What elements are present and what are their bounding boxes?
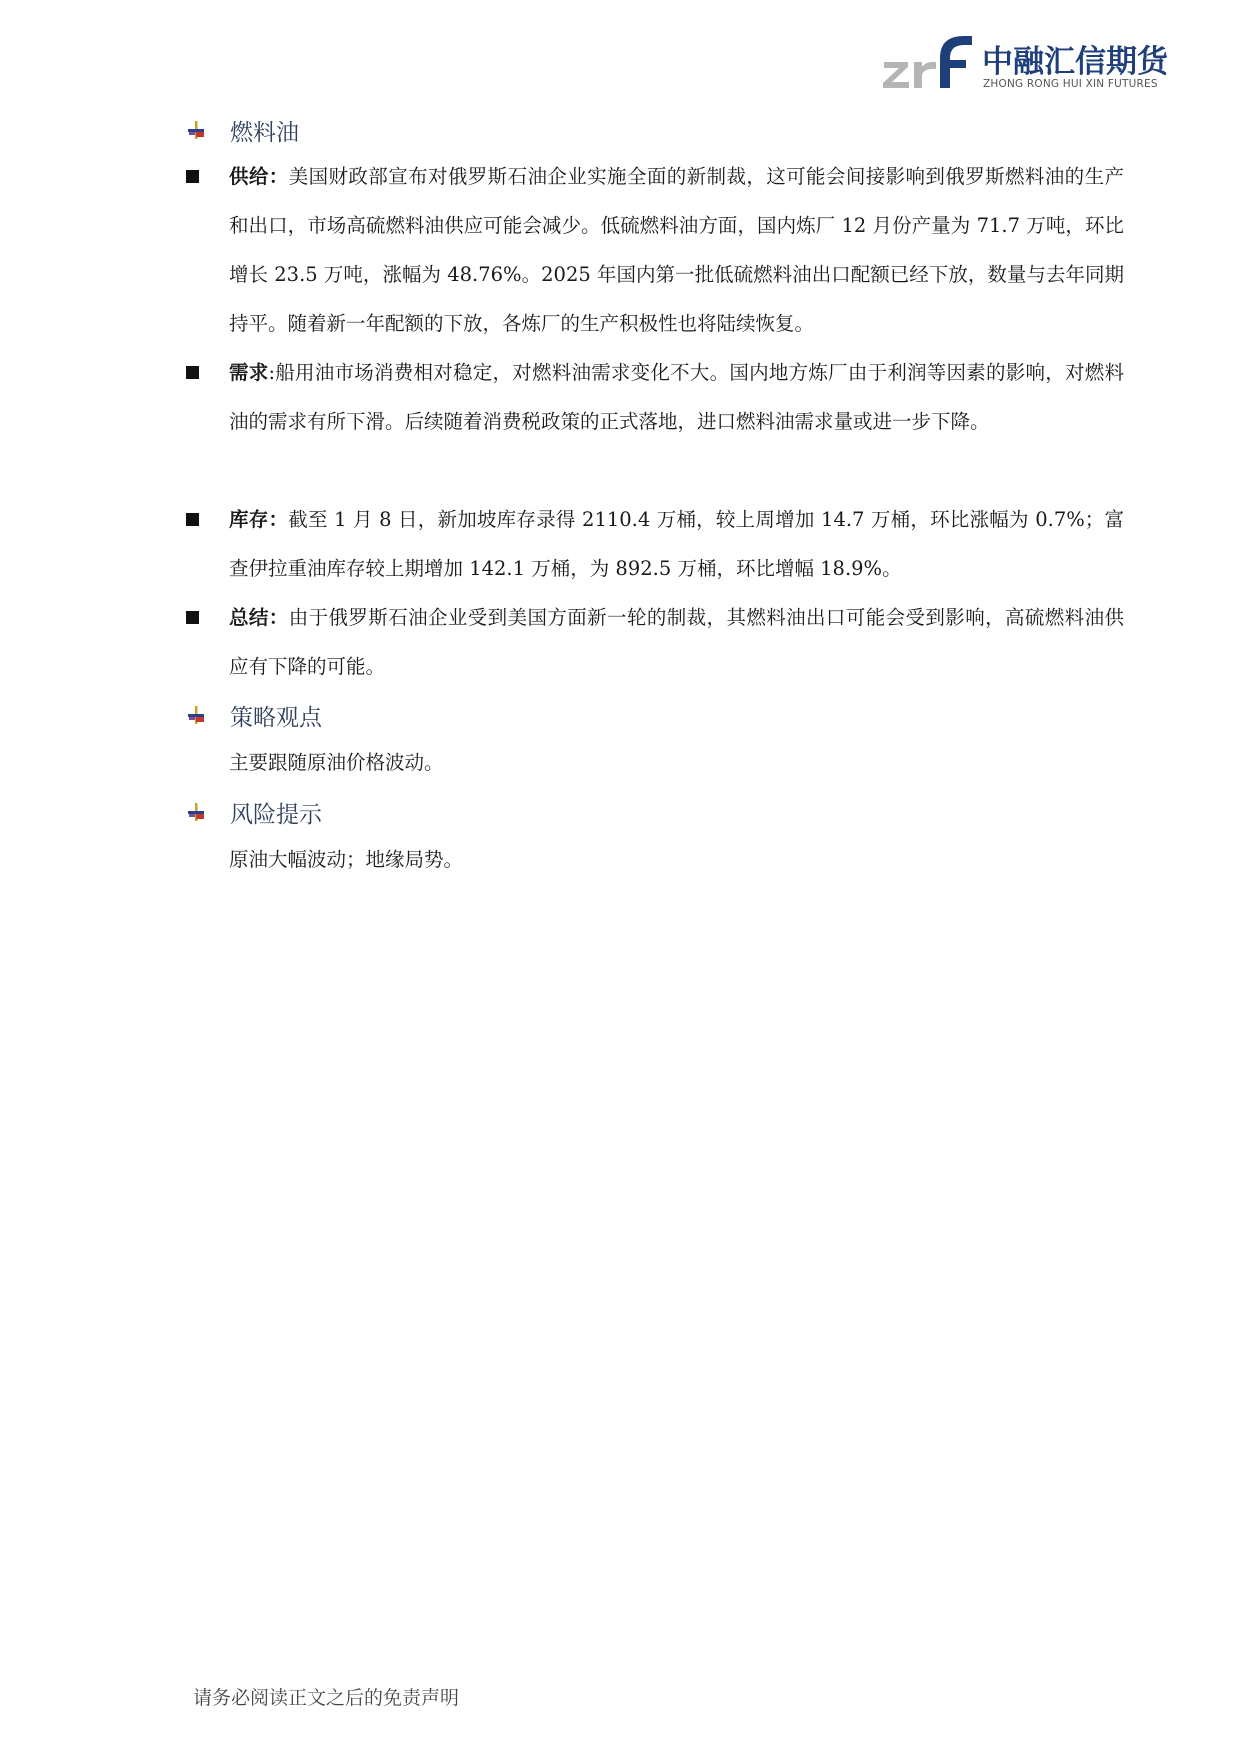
paragraph-label: 总结： [229,606,289,629]
section-marker-icon [186,704,206,726]
paragraph-text: 截至 1 月 8 日，新加坡库存录得 2110.4 万桶，较上周增加 14.7 万桶，环比涨幅为 0.7%；富查伊拉重油库存较上期增加 142.1 万桶，为 892.5 万桶，环比增幅 18.9%。 [229,508,1124,580]
section-heading-fuel-oil [186,112,299,148]
bullet-square-icon [186,513,199,526]
paragraph-label: 库存： [229,508,289,531]
section-heading-risk [186,794,322,830]
section-heading-strategy [186,697,322,733]
paragraph-summary [229,593,1124,691]
bullet-square-icon [186,366,199,379]
logo-company-name-en: ZHONG RONG HUI XIN FUTURES [983,78,1158,90]
paragraph-text: 美国财政部宣布对俄罗斯石油企业实施全面的新制裁，这可能会间接影响到俄罗斯燃料油的生产和出口，市场高硫燃料油供应可能会减少。低硫燃料油方面，国内炼厂 12 月份产量为 71.7 万吨，环比增长 23.5 万吨，涨幅为 48.76%。2025 年国内第一批低硫燃料油出口配额已经下放，数量与去年同期持平。随着新一年配额的下放，各炼厂的生产积极性也将陆续恢复。 [229,165,1124,335]
paragraph-text: 由于俄罗斯石油企业受到美国方面新一轮的制裁，其燃料油出口可能会受到影响，高硫燃料油供应有下降的可能。 [229,606,1124,678]
bullet-square-icon [186,611,199,624]
section-title: 燃料油 [230,119,299,146]
company-logo [882,30,1168,92]
section-title: 风险提示 [230,801,322,828]
section-marker-icon [186,801,206,823]
logo-company-name-cn: 中融汇信期货 [982,44,1168,80]
bullet-square-icon [186,170,199,183]
paragraph-demand [229,348,1124,446]
paragraph-supply [229,152,1124,348]
paragraph-text: :船用油市场消费相对稳定，对燃料油需求变化不大。国内地方炼厂由于利润等因素的影响，对燃料油的需求有所下滑。后续随着消费税政策的正式落地，进口燃料油需求量或进一步下降。 [229,361,1124,433]
section-title: 策略观点 [230,704,322,731]
risk-text: 原油大幅波动；地缘局势。 [229,848,464,871]
footer-disclaimer: 请务必阅读正文之后的免责声明 [193,1687,460,1709]
paragraph-label: 供给： [229,165,289,188]
section-marker-icon [186,119,206,141]
strategy-text: 主要跟随原油价格波动。 [229,751,444,774]
paragraph-inventory [229,495,1124,593]
zrf-logo-mark [882,30,974,92]
paragraph-label: 需求 [229,361,269,384]
